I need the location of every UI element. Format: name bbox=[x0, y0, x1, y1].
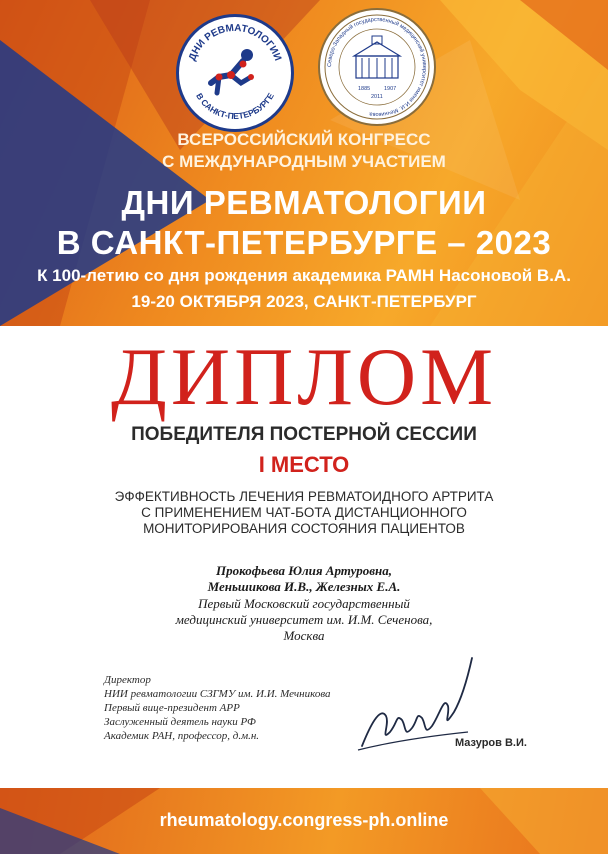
event-title-line-2: В САНКТ-ПЕТЕРБУРГЕ – 2023 bbox=[56, 224, 552, 261]
rheumatology-figure-icon bbox=[179, 17, 291, 129]
svg-text:В САНКТ-ПЕТЕРБУРГЕ bbox=[194, 91, 276, 121]
congress-website-link[interactable]: rheumatology.congress-ph.online bbox=[159, 810, 449, 830]
diploma-subtitle: ПОБЕДИТЕЛЯ ПОСТЕРНОЙ СЕССИИ bbox=[131, 424, 477, 445]
affiliation-line-1: Первый Московский государственный bbox=[198, 596, 410, 611]
diploma-title: ДИПЛОМ bbox=[110, 331, 498, 422]
topic-line-1: ЭФФЕКТИВНОСТЬ ЛЕЧЕНИЯ РЕВМАТОИДНОГО АРТРИТА bbox=[114, 489, 494, 504]
footer-banner bbox=[0, 788, 608, 854]
signer-title-line: Первый вице-президент АРР bbox=[104, 702, 240, 714]
affiliation-line-3: Москва bbox=[283, 628, 325, 643]
congress-title-line-2: С МЕЖДУНАРОДНЫМ УЧАСТИЕМ bbox=[162, 152, 446, 171]
svg-text:ДНИ РЕВМАТОЛОГИИ bbox=[187, 23, 283, 63]
topic-line-3: МОНИТОРИРОВАНИЯ СОСТОЯНИЯ ПАЦИЕНТОВ bbox=[143, 521, 465, 536]
event-title-line-1: ДНИ РЕВМАТОЛОГИИ bbox=[121, 184, 487, 221]
header-banner bbox=[0, 0, 608, 326]
signer-title-line: Заслуженный деятель науки РФ bbox=[104, 716, 256, 728]
seal-ring-text: Северо-Западный государственный медицинский университет имени И.И. Мечникова bbox=[326, 16, 428, 118]
congress-title-line-1: ВСЕРОССИЙСКИЙ КОНГРЕСС bbox=[177, 130, 431, 149]
signer-title-line: НИИ ревматологии СЗГМУ им. И.И. Мечникова bbox=[104, 688, 331, 700]
award-place: I МЕСТО bbox=[258, 452, 350, 477]
topic-line-2: С ПРИМЕНЕНИЕМ ЧАТ-БОТА ДИСТАНЦИОННОГО bbox=[141, 505, 467, 520]
authors-line-1: Прокофьева Юлия Артуровна, bbox=[216, 563, 392, 578]
dedication-line: К 100-летию со дня рождения академика РАМН Насоновой В.А. bbox=[37, 266, 571, 285]
signer-name: Мазуров В.И. bbox=[455, 737, 527, 749]
seal-year-1: 1885 bbox=[358, 86, 371, 92]
signer-title-block bbox=[104, 673, 331, 743]
authors-line-2: Меньшикова И.В., Железных Е.А. bbox=[207, 579, 401, 594]
days-of-rheumatology-logo bbox=[176, 14, 294, 132]
event-dates: 19-20 ОКТЯБРЯ 2023, САНКТ-ПЕТЕРБУРГ bbox=[131, 292, 477, 311]
affiliation-line-2: медицинский университет им. И.М. Сеченова, bbox=[175, 612, 433, 627]
signer-title-line: Академик РАН, профессор, д.м.н. bbox=[104, 730, 260, 742]
seal-year-3: 2011 bbox=[371, 94, 383, 100]
university-seal-logo bbox=[318, 8, 436, 126]
seal-year-2: 1907 bbox=[384, 86, 397, 92]
logo-text-top: ДНИ РЕВМАТОЛОГИИ bbox=[187, 22, 283, 63]
logo-text-bottom: В САНКТ-ПЕТЕРБУРГЕ bbox=[194, 91, 276, 122]
signer-title-line: Директор bbox=[104, 674, 151, 686]
university-building-icon bbox=[320, 10, 434, 124]
